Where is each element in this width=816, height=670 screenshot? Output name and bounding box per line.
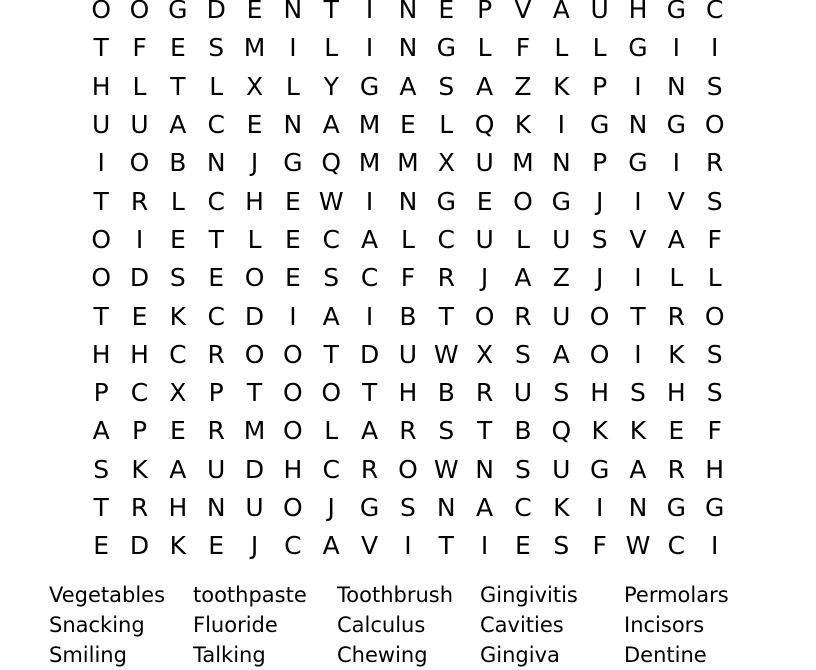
word-list-item: Incisors <box>624 613 705 637</box>
grid-letter-cell[interactable]: K <box>553 71 570 101</box>
grid-letter-cell[interactable]: L <box>170 186 185 216</box>
word-list-item: Cavities <box>480 613 564 637</box>
grid-letter-cell[interactable]: L <box>592 33 607 63</box>
grid-letter-cell[interactable]: K <box>169 301 187 331</box>
grid-letter-cell[interactable]: H <box>705 454 725 484</box>
grid-letter-cell[interactable]: C <box>207 110 225 140</box>
grid-letter-cell[interactable]: O <box>321 378 342 408</box>
grid-letter-cell[interactable]: J <box>250 148 259 178</box>
grid-letter-cell[interactable]: A <box>322 531 340 561</box>
grid-letter-cell[interactable]: A <box>361 224 379 254</box>
grid-letter-cell[interactable]: E <box>515 531 531 561</box>
grid-letter-cell[interactable]: O <box>91 0 112 25</box>
grid-row <box>82 374 734 412</box>
grid-letter-cell[interactable]: K <box>169 531 187 561</box>
grid-letter-cell[interactable]: E <box>438 0 455 25</box>
grid-letter-cell[interactable]: R <box>207 339 225 369</box>
grid-letter-cell[interactable]: C <box>322 454 340 484</box>
grid-letter-cell[interactable]: U <box>475 224 494 254</box>
grid-letter-cell[interactable]: S <box>553 378 570 408</box>
grid-letter-cell[interactable]: I <box>365 186 374 216</box>
grid-letter-cell[interactable]: Q <box>321 148 342 178</box>
grid-letter-cell[interactable]: C <box>322 224 340 254</box>
grid-letter-cell[interactable]: R <box>207 416 225 446</box>
grid-letter-cell[interactable]: A <box>476 71 494 101</box>
grid-letter-cell[interactable]: P <box>592 71 608 101</box>
grid-letter-cell[interactable]: T <box>93 493 109 522</box>
grid-letter-cell[interactable]: H <box>130 339 149 369</box>
grid-row <box>82 489 734 527</box>
grid-letter-cell[interactable]: E <box>284 224 301 254</box>
grid-row <box>82 68 734 106</box>
grid-letter-cell[interactable]: C <box>667 531 686 561</box>
grid-letter-cell[interactable]: L <box>669 263 684 293</box>
grid-letter-cell[interactable]: E <box>476 186 493 216</box>
grid-letter-cell[interactable]: R <box>475 378 494 408</box>
grid-letter-cell[interactable]: I <box>672 148 681 178</box>
grid-letter-cell[interactable]: I <box>634 186 642 216</box>
word-list-item: Permolars <box>624 583 729 607</box>
grid-letter-cell[interactable]: P <box>208 378 224 408</box>
word-list-item: Dentine <box>624 643 707 667</box>
grid-letter-cell[interactable]: B <box>399 301 417 331</box>
grid-letter-cell[interactable]: O <box>589 339 610 369</box>
grid-letter-cell[interactable]: O <box>474 301 495 331</box>
grid-letter-cell[interactable]: V <box>667 186 685 216</box>
grid-letter-cell[interactable]: S <box>706 339 723 369</box>
grid-letter-cell[interactable]: T <box>93 301 109 331</box>
grid-letter-cell[interactable]: N <box>628 493 648 522</box>
grid-letter-cell[interactable]: K <box>131 454 148 484</box>
grid-letter-cell[interactable]: U <box>130 110 149 140</box>
grid-letter-cell[interactable]: L <box>477 33 492 63</box>
grid-letter-cell[interactable]: C <box>705 0 724 25</box>
grid-letter-cell[interactable]: O <box>704 110 725 140</box>
grid-letter-cell[interactable]: M <box>243 33 266 63</box>
word-search-grid <box>82 0 734 565</box>
grid-letter-cell[interactable]: A <box>667 224 685 254</box>
grid-letter-cell[interactable]: I <box>365 0 374 25</box>
grid-letter-cell[interactable]: E <box>208 531 225 561</box>
grid-letter-cell[interactable]: G <box>436 186 456 216</box>
grid-letter-cell[interactable]: S <box>438 416 455 446</box>
grid-letter-cell[interactable]: T <box>438 301 454 331</box>
grid-letter-cell[interactable]: T <box>323 339 339 369</box>
grid-letter-cell[interactable]: M <box>512 148 534 178</box>
grid-letter-cell[interactable]: K <box>629 416 647 446</box>
grid-letter-cell[interactable]: Z <box>552 263 570 293</box>
grid-letter-cell[interactable]: H <box>91 339 111 369</box>
grid-letter-cell[interactable]: J <box>480 263 489 293</box>
grid-letter-cell[interactable]: G <box>359 493 380 522</box>
grid-letter-cell[interactable]: I <box>634 71 642 101</box>
grid-letter-cell[interactable]: R <box>130 493 149 522</box>
grid-letter-cell[interactable]: I <box>595 493 604 522</box>
grid-letter-cell[interactable]: O <box>704 301 725 331</box>
grid-letter-cell[interactable]: T <box>93 33 109 63</box>
grid-letter-cell[interactable]: N <box>283 0 303 25</box>
grid-letter-cell[interactable]: F <box>592 531 607 561</box>
grid-letter-cell[interactable]: C <box>207 301 225 331</box>
grid-letter-cell[interactable]: U <box>245 493 264 522</box>
grid-letter-cell[interactable]: A <box>169 454 187 484</box>
grid-letter-cell[interactable]: S <box>515 454 531 484</box>
grid-letter-cell[interactable]: S <box>93 454 110 484</box>
grid-letter-cell[interactable]: N <box>283 110 303 140</box>
grid-row <box>82 412 734 450</box>
grid-letter-cell[interactable]: G <box>551 186 571 216</box>
grid-letter-cell[interactable]: J <box>595 263 604 293</box>
grid-letter-cell[interactable]: E <box>400 110 416 140</box>
grid-letter-cell[interactable]: I <box>404 531 412 561</box>
grid-letter-cell[interactable]: P <box>477 0 493 25</box>
grid-letter-cell[interactable]: L <box>132 71 147 101</box>
grid-letter-cell[interactable]: R <box>360 454 379 484</box>
grid-letter-cell[interactable]: H <box>168 493 188 522</box>
grid-letter-cell[interactable]: O <box>129 148 150 178</box>
grid-letter-cell[interactable]: C <box>437 224 455 254</box>
grid-letter-cell[interactable]: I <box>634 339 642 369</box>
grid-letter-cell[interactable]: L <box>247 224 262 254</box>
grid-letter-cell[interactable]: B <box>437 378 455 408</box>
grid-letter-cell[interactable]: T <box>630 301 646 331</box>
grid-letter-cell[interactable]: G <box>666 110 687 140</box>
grid-letter-cell[interactable]: J <box>327 493 335 522</box>
grid-letter-cell[interactable]: A <box>514 263 532 293</box>
grid-letter-cell[interactable]: H <box>666 378 686 408</box>
grid-letter-cell[interactable]: G <box>666 493 687 522</box>
grid-letter-cell[interactable]: N <box>398 186 418 216</box>
grid-letter-cell[interactable]: I <box>135 224 144 254</box>
grid-letter-cell[interactable]: K <box>668 339 685 369</box>
grid-letter-cell[interactable]: N <box>206 148 226 178</box>
grid-letter-cell[interactable]: A <box>322 110 340 140</box>
grid-letter-cell[interactable]: C <box>360 263 379 293</box>
grid-letter-cell[interactable]: R <box>130 186 149 216</box>
grid-row <box>82 106 734 144</box>
grid-letter-cell[interactable]: T <box>438 531 454 561</box>
word-list-item: Vegetables <box>49 583 166 607</box>
grid-row <box>82 29 734 67</box>
grid-row <box>82 259 734 297</box>
grid-row <box>82 144 734 182</box>
grid-letter-cell[interactable]: A <box>629 454 647 484</box>
grid-letter-cell[interactable]: S <box>553 531 570 561</box>
grid-letter-cell[interactable]: E <box>246 110 263 140</box>
grid-letter-cell[interactable]: A <box>169 110 187 140</box>
grid-letter-cell[interactable]: F <box>707 416 722 446</box>
grid-letter-cell[interactable]: S <box>591 224 608 254</box>
grid-letter-cell[interactable]: S <box>630 378 646 408</box>
grid-letter-cell[interactable]: S <box>515 339 531 369</box>
grid-letter-cell[interactable]: F <box>515 33 531 63</box>
grid-letter-cell[interactable]: H <box>91 71 111 101</box>
grid-letter-cell[interactable]: U <box>513 378 533 408</box>
grid-letter-cell[interactable]: L <box>554 33 569 63</box>
grid-letter-cell[interactable]: E <box>208 263 225 293</box>
grid-row <box>82 182 734 220</box>
grid-letter-cell[interactable]: C <box>514 493 532 522</box>
grid-letter-cell[interactable]: X <box>476 339 494 369</box>
grid-letter-cell[interactable]: X <box>245 71 264 101</box>
grid-letter-cell[interactable]: U <box>552 301 571 331</box>
grid-row <box>82 451 734 489</box>
grid-letter-cell[interactable]: W <box>433 339 459 369</box>
grid-letter-cell[interactable]: S <box>399 493 416 522</box>
grid-letter-cell[interactable]: D <box>129 531 150 561</box>
grid-letter-cell[interactable]: L <box>324 416 339 446</box>
grid-letter-cell[interactable]: O <box>283 416 303 446</box>
grid-letter-cell[interactable]: U <box>475 148 494 178</box>
grid-letter-cell[interactable]: P <box>131 416 148 446</box>
grid-row <box>82 336 734 374</box>
grid-letter-cell[interactable]: M <box>358 110 381 140</box>
grid-letter-cell[interactable]: N <box>398 33 418 63</box>
grid-letter-cell[interactable]: T <box>208 224 224 254</box>
grid-letter-cell[interactable]: I <box>480 531 489 561</box>
grid-letter-cell[interactable]: O <box>244 263 265 293</box>
grid-letter-cell[interactable]: S <box>169 263 186 293</box>
grid-letter-cell[interactable]: A <box>322 301 340 331</box>
grid-letter-cell[interactable]: K <box>591 416 608 446</box>
grid-row <box>82 0 734 29</box>
grid-letter-cell[interactable]: L <box>324 33 339 63</box>
grid-letter-cell[interactable]: F <box>400 263 416 293</box>
grid-letter-cell[interactable]: S <box>706 186 723 216</box>
word-list-item: toothpaste <box>193 583 307 607</box>
grid-letter-cell[interactable]: R <box>667 454 686 484</box>
grid-row <box>82 221 734 259</box>
grid-letter-cell[interactable]: B <box>169 148 187 178</box>
grid-letter-cell[interactable]: N <box>666 71 686 101</box>
word-list-item: Gingiva <box>480 643 560 667</box>
grid-letter-cell[interactable]: G <box>666 0 687 25</box>
grid-letter-cell[interactable]: D <box>244 454 265 484</box>
word-list <box>49 580 809 670</box>
grid-row <box>82 527 734 565</box>
grid-letter-cell[interactable]: I <box>710 33 719 63</box>
grid-letter-cell[interactable]: I <box>557 110 565 140</box>
grid-letter-cell[interactable]: V <box>629 224 647 254</box>
grid-letter-cell[interactable]: W <box>318 186 344 216</box>
grid-letter-cell[interactable]: E <box>169 416 186 446</box>
grid-letter-cell[interactable]: L <box>400 224 415 254</box>
grid-letter-cell[interactable]: O <box>91 224 112 254</box>
grid-letter-cell[interactable]: W <box>433 454 459 484</box>
grid-letter-cell[interactable]: T <box>246 378 263 408</box>
grid-letter-cell[interactable]: K <box>514 110 532 140</box>
grid-letter-cell[interactable]: U <box>207 454 226 484</box>
word-list-item: Calculus <box>337 613 426 637</box>
grid-letter-cell[interactable]: Q <box>474 110 495 140</box>
grid-letter-cell[interactable]: D <box>129 263 150 293</box>
grid-letter-cell[interactable]: S <box>323 263 340 293</box>
grid-letter-cell[interactable]: H <box>398 378 418 408</box>
grid-letter-cell[interactable]: E <box>169 224 186 254</box>
grid-letter-cell[interactable]: H <box>245 186 264 216</box>
grid-letter-cell[interactable]: M <box>397 148 419 178</box>
word-list-item: Toothbrush <box>337 583 454 607</box>
word-list-item: Smiling <box>49 643 127 667</box>
grid-letter-cell[interactable]: I <box>634 263 642 293</box>
grid-letter-cell[interactable]: J <box>250 531 259 561</box>
grid-letter-cell[interactable]: E <box>284 186 301 216</box>
word-list-item: Chewing <box>337 643 428 667</box>
grid-letter-cell[interactable]: N <box>398 0 418 25</box>
grid-letter-cell[interactable]: N <box>628 110 648 140</box>
grid-letter-cell[interactable]: U <box>92 110 111 140</box>
grid-row <box>82 297 734 335</box>
grid-letter-cell[interactable]: X <box>169 378 187 408</box>
grid-letter-cell[interactable]: U <box>590 0 609 25</box>
grid-letter-cell[interactable]: T <box>93 186 109 216</box>
grid-letter-cell[interactable]: L <box>515 224 530 254</box>
grid-letter-cell[interactable]: I <box>365 33 374 63</box>
grid-letter-cell[interactable]: L <box>439 110 454 140</box>
grid-letter-cell[interactable]: V <box>514 0 532 25</box>
grid-letter-cell[interactable]: A <box>92 416 110 446</box>
grid-letter-cell[interactable]: H <box>590 378 610 408</box>
grid-letter-cell[interactable]: R <box>399 416 417 446</box>
grid-letter-cell[interactable]: E <box>246 0 263 25</box>
grid-letter-cell[interactable]: O <box>398 454 418 484</box>
grid-letter-cell[interactable]: L <box>707 263 722 293</box>
grid-letter-cell[interactable]: Z <box>514 71 532 101</box>
grid-letter-cell[interactable]: D <box>244 301 265 331</box>
grid-letter-cell[interactable]: O <box>283 378 303 408</box>
grid-letter-cell[interactable]: A <box>476 493 494 522</box>
grid-letter-cell[interactable]: M <box>243 416 266 446</box>
grid-letter-cell[interactable]: G <box>589 110 610 140</box>
grid-letter-cell[interactable]: K <box>553 493 570 522</box>
grid-letter-cell[interactable]: G <box>704 493 725 522</box>
grid-letter-cell[interactable]: E <box>668 416 685 446</box>
grid-letter-cell[interactable]: Y <box>323 71 339 101</box>
grid-letter-cell[interactable]: O <box>91 263 112 293</box>
grid-letter-cell[interactable]: S <box>706 378 723 408</box>
grid-letter-cell[interactable]: T <box>323 0 339 25</box>
grid-letter-cell[interactable]: G <box>628 148 648 178</box>
grid-letter-cell[interactable]: N <box>551 148 571 178</box>
grid-letter-cell[interactable]: F <box>132 33 147 63</box>
grid-letter-cell[interactable]: O <box>129 0 150 25</box>
grid-letter-cell[interactable]: T <box>476 416 493 446</box>
grid-letter-cell[interactable]: O <box>283 493 303 522</box>
grid-letter-cell[interactable]: T <box>361 378 378 408</box>
grid-letter-cell[interactable]: N <box>475 454 494 484</box>
grid-letter-cell[interactable]: R <box>705 148 724 178</box>
grid-letter-cell[interactable]: I <box>672 33 681 63</box>
grid-letter-cell[interactable]: I <box>289 33 297 63</box>
grid-letter-cell[interactable]: R <box>437 263 455 293</box>
grid-letter-cell[interactable]: M <box>358 148 381 178</box>
grid-letter-cell[interactable]: A <box>361 416 379 446</box>
grid-letter-cell[interactable]: X <box>437 148 455 178</box>
grid-letter-cell[interactable]: F <box>707 224 722 254</box>
grid-letter-cell[interactable]: H <box>628 0 648 25</box>
word-list-item: Snacking <box>49 613 145 637</box>
grid-letter-cell[interactable]: S <box>706 71 723 101</box>
grid-letter-cell[interactable]: O <box>244 339 265 369</box>
grid-letter-cell[interactable]: I <box>710 531 719 561</box>
grid-letter-cell[interactable]: T <box>170 71 186 101</box>
grid-letter-cell[interactable]: B <box>514 416 532 446</box>
grid-letter-cell[interactable]: L <box>209 71 224 101</box>
grid-letter-cell[interactable]: C <box>169 339 187 369</box>
grid-letter-cell[interactable]: E <box>284 263 301 293</box>
grid-letter-cell[interactable]: D <box>359 339 380 369</box>
grid-letter-cell[interactable]: C <box>284 531 302 561</box>
grid-letter-cell[interactable]: H <box>283 454 303 484</box>
word-list-item: Fluoride <box>193 613 278 637</box>
grid-letter-cell[interactable]: O <box>513 186 533 216</box>
grid-letter-cell[interactable]: G <box>359 71 380 101</box>
grid-letter-cell[interactable]: E <box>169 33 186 63</box>
grid-letter-cell[interactable]: Q <box>551 416 572 446</box>
grid-letter-cell[interactable]: O <box>589 301 610 331</box>
grid-letter-cell[interactable]: E <box>93 531 110 561</box>
grid-letter-cell[interactable]: G <box>589 454 610 484</box>
grid-letter-cell[interactable]: I <box>365 301 374 331</box>
grid-letter-cell[interactable]: G <box>168 0 188 25</box>
grid-letter-cell[interactable]: G <box>628 33 648 63</box>
grid-letter-cell[interactable]: U <box>552 224 571 254</box>
grid-letter-cell[interactable]: R <box>667 301 686 331</box>
grid-letter-cell[interactable]: J <box>595 186 604 216</box>
grid-letter-cell[interactable]: D <box>206 0 226 25</box>
word-list-item: Gingivitis <box>480 583 578 607</box>
grid-letter-cell[interactable]: G <box>283 148 303 178</box>
grid-letter-cell[interactable]: S <box>438 71 455 101</box>
grid-letter-cell[interactable]: R <box>514 301 532 331</box>
grid-letter-cell[interactable]: I <box>289 301 297 331</box>
grid-letter-cell[interactable]: O <box>283 339 303 369</box>
grid-letter-cell[interactable]: C <box>130 378 149 408</box>
grid-letter-cell[interactable]: U <box>398 339 418 369</box>
grid-letter-cell[interactable]: P <box>592 148 608 178</box>
grid-letter-cell[interactable]: S <box>208 33 225 63</box>
grid-letter-cell[interactable]: N <box>206 493 226 522</box>
grid-letter-cell[interactable]: U <box>552 454 571 484</box>
grid-letter-cell[interactable]: V <box>361 531 379 561</box>
grid-letter-cell[interactable]: G <box>436 33 456 63</box>
word-list-item: Talking <box>193 643 266 667</box>
grid-letter-cell[interactable]: N <box>436 493 456 522</box>
grid-letter-cell[interactable]: W <box>625 531 651 561</box>
grid-letter-cell[interactable]: C <box>207 186 225 216</box>
grid-letter-cell[interactable]: A <box>399 71 417 101</box>
grid-letter-cell[interactable]: P <box>93 378 109 408</box>
grid-letter-cell[interactable]: I <box>97 148 105 178</box>
grid-letter-cell[interactable]: L <box>285 71 300 101</box>
grid-letter-cell[interactable]: E <box>131 301 148 331</box>
grid-letter-cell[interactable]: A <box>552 339 570 369</box>
grid-letter-cell[interactable]: A <box>552 0 570 25</box>
